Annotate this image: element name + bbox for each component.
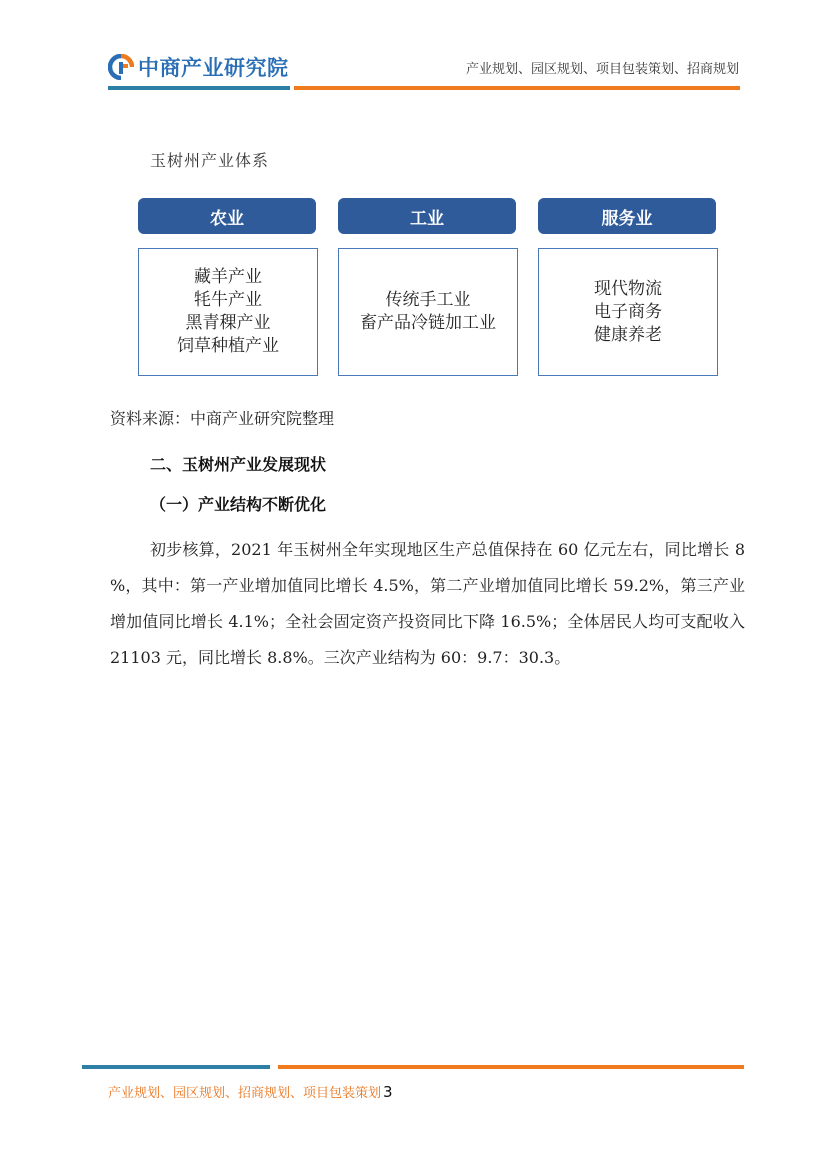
category-box-industry	[338, 248, 518, 376]
category-item: 黑青稞产业	[185, 313, 271, 333]
category-item: 牦牛产业	[194, 290, 262, 310]
logo-icon	[108, 54, 134, 80]
logo-text: 中商产业研究院	[138, 56, 289, 80]
page-number: 3	[383, 1083, 393, 1101]
figure-title: 玉树州产业体系	[150, 151, 270, 170]
footer-divider-blue	[82, 1065, 270, 1069]
header-tagline: 产业规划、园区规划、项目包装策划、招商规划	[465, 62, 739, 77]
category-item: 传统手工业	[385, 290, 471, 310]
category-item: 现代物流	[594, 278, 662, 299]
category-item: 藏羊产业	[194, 267, 262, 287]
section-heading: 二、玉树州产业发展现状	[150, 455, 327, 474]
category-header-agriculture: 农业	[138, 198, 316, 234]
body-paragraph: 初步核算，2021 年玉树州全年实现地区生产总值保持在 60 亿元左右，同比增长 8 %，其中：第一产业增加值同比增长 4.5%，第二产业增加值同比增长 59.2%，第三产业增加值同比增长 4.1%；全社会固定资产投资同比下降 16.5%；全体居民人均可支配收入 21103 元，同比增长 8.8%。三次产业结构为 60：9.7：30.3。	[110, 540, 745, 667]
category-item: 健康养老	[594, 324, 662, 345]
header-divider-blue	[108, 86, 290, 90]
logo	[108, 52, 289, 82]
footer	[108, 1082, 393, 1101]
category-header-industry: 工业	[338, 198, 516, 234]
category-box-services	[538, 248, 718, 376]
category-item: 饲草种植产业	[177, 336, 279, 356]
footer-divider-orange	[278, 1065, 744, 1069]
category-box-agriculture	[138, 248, 318, 376]
subsection-heading: （一）产业结构不断优化	[150, 495, 327, 514]
category-item: 电子商务	[594, 301, 662, 322]
figure-source: 资料来源：中商产业研究院整理	[110, 409, 335, 428]
category-item: 畜产品冷链加工业	[360, 313, 496, 333]
footer-text: 产业规划、园区规划、招商规划、项目包装策划	[108, 1086, 382, 1101]
header-divider-orange	[294, 86, 740, 90]
category-header-services: 服务业	[538, 198, 716, 234]
